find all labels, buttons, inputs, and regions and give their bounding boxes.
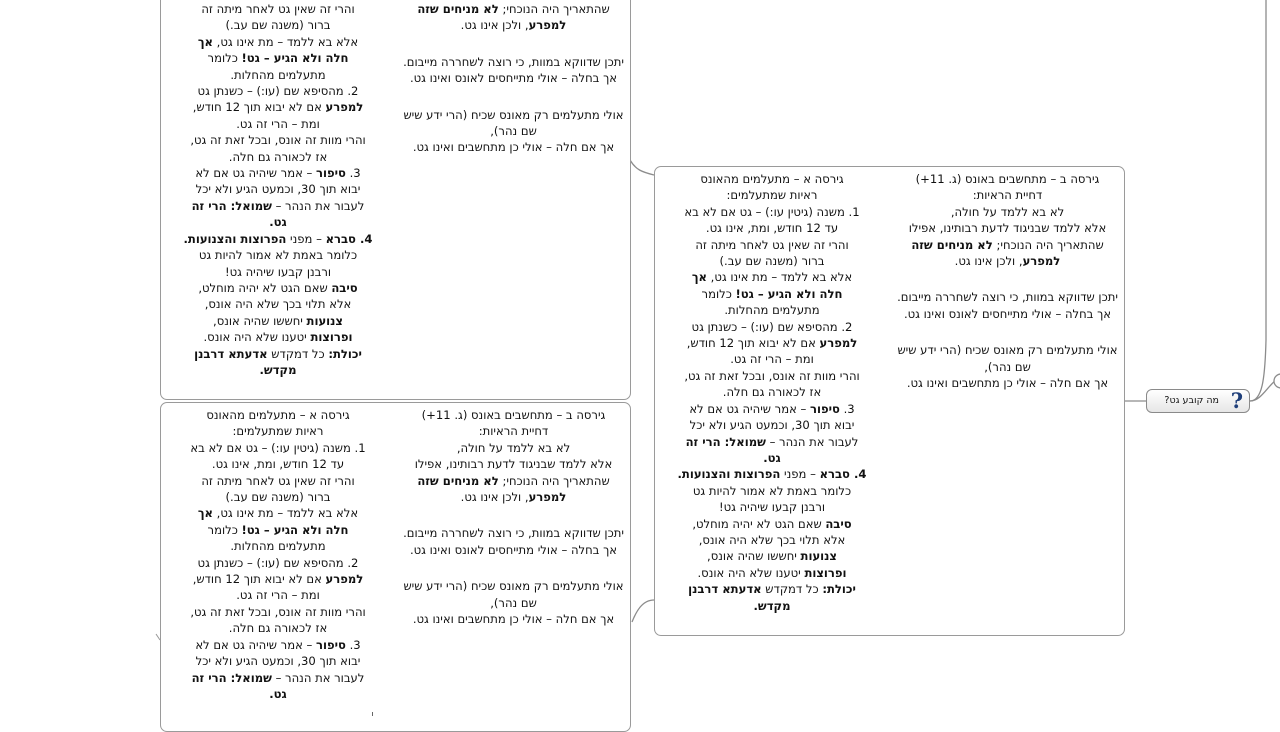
text-line <box>667 204 877 220</box>
node-paragraph <box>173 1 383 34</box>
bold-text-segment: גט. <box>269 686 287 701</box>
text-line <box>173 313 383 329</box>
text-line <box>667 368 877 384</box>
bold-text-segment: 4. סברא <box>819 467 867 482</box>
text-segment: יבוא תוך 30, וכמעט הגיע ולא יכל <box>689 418 855 433</box>
bold-text-segment: למפרע <box>528 490 567 505</box>
bold-text-segment: גט. <box>269 215 287 230</box>
bold-text-segment: חלה ולא הגיע – גט! <box>241 522 349 537</box>
node-paragraph <box>667 516 877 614</box>
text-segment: 3. <box>839 401 855 416</box>
text-line <box>401 1 626 17</box>
bold-text-segment: למפרע <box>325 100 364 115</box>
text-segment: כל דמקדש <box>267 346 329 361</box>
question-mark-icon: ? <box>1230 388 1243 413</box>
text-segment: יחששו שהיה אונס, <box>213 313 307 328</box>
text-line <box>173 346 383 362</box>
text-segment: ראיות שמתעלמים: <box>232 424 324 439</box>
text-line <box>401 107 626 123</box>
text-segment: ורבנן קבעו שיהיה גט! <box>718 500 826 515</box>
cursor-mark <box>372 712 377 716</box>
text-line <box>667 253 877 269</box>
text-line <box>667 384 877 400</box>
column-right <box>895 167 1120 635</box>
text-segment: אם לא יבוא תוך 12 חודש, <box>686 336 820 351</box>
text-segment: אולי מתעלמים רק מאונס שכיח (הרי ידע שיש <box>403 107 624 122</box>
text-segment: 1. משנה (גיטין עו:) – גט אם לא בא <box>684 204 860 219</box>
text-line <box>895 187 1120 203</box>
text-line <box>173 604 383 620</box>
text-line <box>667 269 877 285</box>
text-line <box>173 329 383 345</box>
column-right <box>401 403 626 731</box>
text-line <box>173 231 383 247</box>
text-segment: יחששו שהיה אונס, <box>707 549 801 564</box>
node-paragraph <box>401 407 626 505</box>
text-line <box>173 67 383 83</box>
text-line <box>667 417 877 433</box>
text-line <box>401 456 626 472</box>
text-line <box>667 532 877 548</box>
text-segment: דחיית הראיות: <box>478 424 549 439</box>
text-line <box>173 198 383 214</box>
text-line <box>895 171 1120 187</box>
branch-panel-top-left[interactable] <box>160 0 631 400</box>
bold-text-segment: למפרע <box>528 18 567 33</box>
text-line <box>401 611 626 627</box>
text-segment: 1. משנה (גיטין עו:) – גט אם לא בא <box>190 440 366 455</box>
text-segment: אך בחלה – אולי מתייחסים לאונס ואינו גט. <box>903 306 1112 321</box>
text-segment: אך בחלה – אולי מתייחסים לאונס ואינו גט. <box>409 542 618 557</box>
text-segment: גירסה ב – מתחשבים באונס (ג. 11+) <box>915 172 1100 186</box>
bold-text-segment: הפרוצות והצנועות. <box>677 467 781 482</box>
text-line <box>667 466 877 482</box>
text-line <box>173 653 383 669</box>
text-line <box>895 220 1120 236</box>
node-paragraph <box>667 204 877 270</box>
text-segment: אלא בא ללמד – מת אינו גט, <box>707 270 853 285</box>
bold-text-segment: אדעתא דרבנן <box>688 582 762 597</box>
text-segment: יטענו שלא היה אונס. <box>203 330 311 345</box>
text-segment: יבוא תוך 30, וכמעט הגיע ולא יכל <box>195 182 361 197</box>
text-line <box>173 555 383 571</box>
text-segment: אולי מתעלמים רק מאונס שכיח (הרי ידע שיש <box>403 579 624 594</box>
node-paragraph <box>401 54 626 87</box>
text-segment: כלומר באמת לא אמור להיות גט <box>692 483 852 498</box>
text-line <box>401 70 626 86</box>
text-segment: יתכן שדווקא במוות, כי רוצה לשחררה מייבום. <box>403 526 624 541</box>
text-line <box>173 214 383 230</box>
text-segment: ברור (משנה שם עב.) <box>225 18 331 33</box>
text-segment: כלומר <box>207 522 242 537</box>
text-segment: והרי מוות זה אונס, ובכל זאת זה גט, <box>684 368 860 383</box>
text-segment: מתעלמים מהחלות. <box>230 67 326 82</box>
text-line <box>173 362 383 378</box>
text-line <box>667 499 877 515</box>
bold-text-segment: הפרוצות והצנועות. <box>183 231 287 246</box>
collapse-handle <box>1274 374 1280 388</box>
node-paragraph <box>173 604 383 637</box>
node-paragraph <box>401 107 626 156</box>
text-segment: שם נהר), <box>490 124 537 139</box>
bold-text-segment: צנועות <box>306 313 343 328</box>
text-line <box>667 351 877 367</box>
bold-text-segment: אך <box>197 34 213 49</box>
text-line <box>173 1 383 17</box>
text-segment: 2. מהסיפא שם (עו:) – כשנתן גט <box>197 84 359 99</box>
text-line <box>173 17 383 33</box>
connector-topic-to-upper-right <box>1250 0 1266 401</box>
text-segment: ומת – הרי זה גט. <box>236 116 320 131</box>
column-left <box>173 403 383 731</box>
bold-text-segment: למפרע <box>325 572 364 587</box>
bold-text-segment: סיפור <box>810 401 840 416</box>
text-line <box>401 578 626 594</box>
text-segment: שאם הגט לא יהיה מוחלט, <box>692 516 826 531</box>
text-line <box>173 473 383 489</box>
text-segment: אלא בא ללמד – מת אינו גט, <box>213 506 359 521</box>
text-line <box>401 525 626 541</box>
text-line <box>173 50 383 66</box>
central-topic-label: מה קובע גט? <box>1164 395 1219 406</box>
text-line <box>401 423 626 439</box>
text-segment: ומת – הרי זה גט. <box>730 352 814 367</box>
text-line <box>895 342 1120 358</box>
text-segment: לעבור את הנהר – <box>765 434 859 449</box>
text-line <box>173 280 383 296</box>
node-paragraph <box>895 171 1120 269</box>
text-line <box>895 359 1120 375</box>
text-line <box>173 505 383 521</box>
node-paragraph <box>667 319 877 368</box>
text-line <box>173 456 383 472</box>
text-segment: אך אם חלה – אולי כן מתחשבים ואינו גט. <box>906 376 1109 391</box>
text-line <box>667 434 877 450</box>
node-paragraph <box>173 555 383 604</box>
node-paragraph <box>401 1 626 34</box>
connector-topic-to-offscreen-right <box>1250 377 1280 401</box>
text-line <box>667 335 877 351</box>
text-segment: אלא תלוי בכך שלא היה אונס, <box>204 297 352 312</box>
bold-text-segment: לא מניחים שזה <box>911 237 993 252</box>
text-segment: מתעלמים מהחלות. <box>230 539 326 554</box>
text-segment: 2. מהסיפא שם (עו:) – כשנתן גט <box>691 319 853 334</box>
bold-text-segment: שמואל: הרי זה <box>685 434 766 449</box>
text-line <box>667 581 877 597</box>
text-segment: – אמר שיהיה גט אם לא <box>689 401 811 416</box>
text-line <box>401 473 626 489</box>
node-paragraph <box>667 368 877 401</box>
text-segment: והרי זה שאין גט לאחר מיתה זה <box>695 237 849 252</box>
text-line <box>667 187 877 203</box>
text-segment: – מפני <box>780 467 820 482</box>
bold-text-segment: אך <box>691 270 707 285</box>
text-line <box>895 306 1120 322</box>
text-segment: לא בא ללמד על חולה, <box>456 440 571 455</box>
text-segment: אז לכאורה גם חלה. <box>228 149 328 164</box>
branch-panel-center[interactable] <box>654 166 1125 636</box>
text-line <box>173 149 383 165</box>
text-segment: ראיות שמתעלמים: <box>726 188 818 203</box>
text-line <box>667 220 877 236</box>
text-segment: שם נהר), <box>490 595 537 610</box>
text-segment: יתכן שדווקא במוות, כי רוצה לשחררה מייבום. <box>897 290 1118 305</box>
bold-text-segment: לא מניחים שזה <box>417 473 499 488</box>
text-segment: , ולכן אינו גט. <box>460 18 529 33</box>
node-paragraph <box>173 83 383 132</box>
text-line <box>895 375 1120 391</box>
text-segment: עד 12 חודש, ומת, אינו גט. <box>211 457 345 472</box>
text-line <box>173 637 383 653</box>
text-line <box>667 286 877 302</box>
text-line <box>895 289 1120 305</box>
bold-text-segment: למפרע <box>819 336 858 351</box>
text-line <box>173 34 383 50</box>
text-segment: אלא בא ללמד – מת אינו גט, <box>213 34 359 49</box>
text-segment: , ולכן אינו גט. <box>460 490 529 505</box>
bold-text-segment: שמואל: הרי זה <box>191 198 272 213</box>
text-line <box>401 123 626 139</box>
text-line <box>173 132 383 148</box>
node-paragraph <box>401 525 626 558</box>
text-segment: שהתאריך היה הנוכחי; <box>498 473 610 488</box>
bold-text-segment: יכולת: <box>328 346 362 361</box>
text-segment: אך אם חלה – אולי כן מתחשבים ואינו גט. <box>412 140 615 155</box>
node-paragraph <box>173 132 383 165</box>
bold-text-segment: 4. סברא <box>325 231 373 246</box>
text-line <box>173 116 383 132</box>
node-paragraph <box>895 342 1120 391</box>
node-paragraph <box>667 269 877 318</box>
text-line <box>173 587 383 603</box>
connector-center-to-upper <box>630 160 654 175</box>
text-segment: דחיית הראיות: <box>972 188 1043 203</box>
text-line <box>173 489 383 505</box>
text-line <box>895 253 1120 269</box>
text-line <box>173 296 383 312</box>
bold-text-segment: סיפור <box>316 637 346 652</box>
text-segment: ברור (משנה שם עב.) <box>225 490 331 505</box>
text-line <box>401 139 626 155</box>
text-segment: אך בחלה – אולי מתייחסים לאונס ואינו גט. <box>409 71 618 86</box>
bold-text-segment: לא מניחים שזה <box>417 2 499 16</box>
text-line <box>667 598 877 614</box>
text-line <box>173 423 383 439</box>
text-segment: והרי מוות זה אונס, ובכל זאת זה גט, <box>190 133 366 148</box>
bold-text-segment: גט. <box>763 450 781 465</box>
node-paragraph <box>173 165 383 231</box>
bold-text-segment: מקדש. <box>753 598 791 613</box>
text-line <box>895 237 1120 253</box>
bold-text-segment: ופרוצות <box>310 330 353 345</box>
text-segment: אולי מתעלמים רק מאונס שכיח (הרי ידע שיש <box>897 343 1118 358</box>
text-line <box>173 247 383 263</box>
column-left <box>173 0 383 399</box>
text-segment: אם לא יבוא תוך 12 חודש, <box>192 572 326 587</box>
text-segment: שם נהר), <box>984 359 1031 374</box>
text-line <box>667 548 877 564</box>
connector-center-to-lower <box>632 600 654 622</box>
text-line <box>173 686 383 702</box>
central-topic-node[interactable] <box>1146 389 1250 413</box>
text-segment: לעבור את הנהר – <box>271 670 365 685</box>
bold-text-segment: חלה ולא הגיע – גט! <box>241 51 349 66</box>
text-line <box>401 489 626 505</box>
bold-text-segment: אדעתא דרבנן <box>194 346 268 361</box>
bold-text-segment: אך <box>197 506 213 521</box>
bold-text-segment: סיפור <box>316 166 346 181</box>
text-segment: גירסה א – מתעלמים מהאונס <box>700 172 844 186</box>
bold-text-segment: מקדש. <box>259 362 297 377</box>
text-line <box>173 440 383 456</box>
text-segment: עד 12 חודש, ומת, אינו גט. <box>705 221 839 236</box>
text-line <box>173 181 383 197</box>
text-line <box>173 620 383 636</box>
text-segment: יטענו שלא היה אונס. <box>697 565 805 580</box>
text-line <box>173 571 383 587</box>
text-segment: ורבנן קבעו שיהיה גט! <box>224 264 332 279</box>
text-segment: 3. <box>345 637 361 652</box>
text-segment: גירסה ב – מתחשבים באונס (ג. 11+) <box>421 408 606 422</box>
text-segment: – אמר שיהיה גט אם לא <box>195 637 317 652</box>
text-line <box>173 83 383 99</box>
node-paragraph <box>173 637 383 703</box>
text-segment: כלומר <box>701 286 736 301</box>
node-paragraph <box>173 231 383 280</box>
column-left <box>667 167 877 635</box>
bold-text-segment: למפרע <box>1022 254 1061 269</box>
node-paragraph <box>173 505 383 554</box>
text-line <box>173 99 383 115</box>
column-right <box>401 0 626 399</box>
text-line <box>667 450 877 466</box>
text-segment: אלא ללמד שבניגוד לדעת רבותינו, אפילו <box>908 221 1107 236</box>
text-line <box>173 670 383 686</box>
text-segment: ומת – הרי זה גט. <box>236 588 320 603</box>
bold-text-segment: סיבה <box>331 280 358 295</box>
bold-text-segment: שמואל: הרי זה <box>191 670 272 685</box>
branch-panel-bottom-left[interactable] <box>160 402 631 732</box>
text-line <box>401 17 626 33</box>
bold-text-segment: ופרוצות <box>804 565 847 580</box>
text-segment: גירסה א – מתעלמים מהאונס <box>206 408 350 422</box>
text-segment: אלא ללמד שבניגוד לדעת רבותינו, אפילו <box>414 457 613 472</box>
text-line <box>667 237 877 253</box>
text-segment: כלומר <box>207 51 242 66</box>
node-paragraph <box>173 280 383 378</box>
node-paragraph <box>173 34 383 83</box>
text-line <box>667 401 877 417</box>
text-segment: שהתאריך היה הנוכחי; <box>498 2 610 16</box>
text-segment: והרי מוות זה אונס, ובכל זאת זה גט, <box>190 604 366 619</box>
text-segment: והרי זה שאין גט לאחר מיתה זה <box>201 473 355 488</box>
node-paragraph <box>667 171 877 204</box>
text-line <box>667 319 877 335</box>
node-paragraph <box>667 466 877 515</box>
text-segment: שהתאריך היה הנוכחי; <box>992 237 1104 252</box>
text-segment: אם לא יבוא תוך 12 חודש, <box>192 100 326 115</box>
text-line <box>401 54 626 70</box>
text-segment: והרי זה שאין גט לאחר מיתה זה <box>201 2 355 16</box>
node-paragraph <box>173 440 383 506</box>
text-line <box>173 538 383 554</box>
text-line <box>895 204 1120 220</box>
text-segment: כל דמקדש <box>761 582 823 597</box>
node-paragraph <box>895 289 1120 322</box>
text-segment: לא בא ללמד על חולה, <box>950 204 1065 219</box>
text-line <box>173 165 383 181</box>
node-paragraph <box>401 578 626 627</box>
text-line <box>667 302 877 318</box>
text-segment: 3. <box>345 166 361 181</box>
node-paragraph <box>667 401 877 467</box>
bold-text-segment: סיבה <box>825 516 852 531</box>
bold-text-segment: חלה ולא הגיע – גט! <box>735 286 843 301</box>
text-line <box>173 407 383 423</box>
text-segment: אז לכאורה גם חלה. <box>722 385 822 400</box>
text-segment: ברור (משנה שם עב.) <box>719 254 825 269</box>
text-segment: יבוא תוך 30, וכמעט הגיע ולא יכל <box>195 654 361 669</box>
text-segment: מתעלמים מהחלות. <box>724 303 820 318</box>
text-line <box>401 542 626 558</box>
text-line <box>401 595 626 611</box>
text-line <box>401 407 626 423</box>
text-line <box>173 264 383 280</box>
text-segment: אלא תלוי בכך שלא היה אונס, <box>698 532 846 547</box>
text-segment: לעבור את הנהר – <box>271 198 365 213</box>
text-segment: , ולכן אינו גט. <box>954 254 1023 269</box>
text-line <box>667 516 877 532</box>
text-segment: – מפני <box>286 231 326 246</box>
node-paragraph <box>173 407 383 440</box>
text-segment: יתכן שדווקא במוות, כי רוצה לשחררה מייבום. <box>403 54 624 69</box>
text-segment: שאם הגט לא יהיה מוחלט, <box>198 280 332 295</box>
text-line <box>667 565 877 581</box>
bold-text-segment: צנועות <box>800 549 837 564</box>
text-line <box>667 483 877 499</box>
text-segment: אז לכאורה גם חלה. <box>228 621 328 636</box>
text-segment: – אמר שיהיה גט אם לא <box>195 166 317 181</box>
text-segment: 2. מהסיפא שם (עו:) – כשנתן גט <box>197 555 359 570</box>
text-line <box>401 440 626 456</box>
text-line <box>173 522 383 538</box>
bold-text-segment: יכולת: <box>822 582 856 597</box>
text-segment: כלומר באמת לא אמור להיות גט <box>198 248 358 263</box>
text-line <box>667 171 877 187</box>
text-segment: אך אם חלה – אולי כן מתחשבים ואינו גט. <box>412 612 615 627</box>
